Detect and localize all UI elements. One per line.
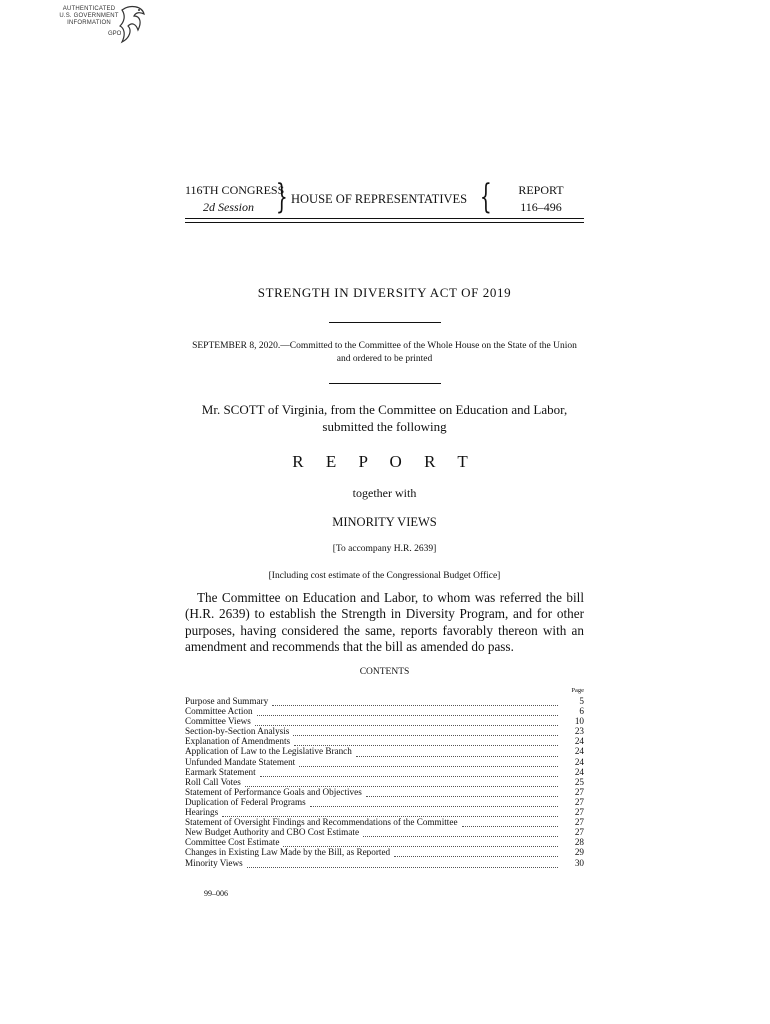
toc-item [185,817,584,827]
submitter-name: SCOTT [223,402,265,417]
toc-leader [293,729,558,736]
toc-item [185,767,584,777]
cost-estimate-note: [Including cost estimate of the Congressional Budget Office] [268,571,501,581]
toc-item-page: 27 [574,786,584,797]
toc-item-page: 27 [574,796,584,807]
toc-item-title: Changes in Existing Law Made by the Bill, as Reported [185,847,391,858]
toc-item-page: 6 [579,706,584,717]
gpo-authentication-seal [52,4,148,44]
toc-item [185,858,584,868]
left-brace: } [275,177,288,217]
toc-item-page: 5 [579,696,584,706]
submitted-text: of Virginia, from the Committee on Education and Labor, submitted the following [264,402,568,434]
toc-item-title: Application of Law to the Legislative Branch [185,746,352,757]
page-column-label: Page [571,687,584,694]
report-body-paragraph: The Committee on Education and Labor, to whom was referred the bill (H.R. 2639) to establish the Strength in Diversity Program, and for other purposes, having considered the same, reports favorably thereon with an amendment and recommends that the bill as amended do pass. [185,590,584,655]
toc-item-title: Committee Action [185,706,253,717]
congress-number: 116 [185,183,203,197]
toc-leader [356,750,558,757]
seal-text [52,6,126,27]
session-label: 2d Session [203,200,254,214]
toc-item-title: Statement of Oversight Findings and Recommendations of the Committee [185,817,458,828]
report-number-block [511,182,571,216]
toc-item [185,827,584,837]
toc-item-page: 29 [574,847,584,858]
toc-item-page: 24 [574,736,584,747]
toc-item-title: Unfunded Mandate Statement [185,756,296,767]
accompany-note: [To accompany H.R. 2639] [332,544,437,554]
toc-item-title: Section-by-Section Analysis [185,726,290,737]
submitted-statement [185,401,584,435]
toc-leader [310,800,558,807]
seal-gpo-label: GPO [108,31,122,37]
toc-item-title: Committee Views [185,716,251,727]
toc-leader [257,709,558,716]
toc-item-title: Duplication of Federal Programs [185,796,306,807]
toc-item-page: 23 [574,726,584,737]
toc-item-title: Roll Call Votes [185,776,241,787]
toc-item-page: 24 [574,766,584,777]
toc-item-title: Earmark Statement [185,766,256,777]
seal-line: AUTHENTICATED [62,6,116,12]
contents-heading: CONTENTS [359,667,410,677]
toc-leader [294,739,558,746]
toc-leader [462,820,558,827]
toc-leader [394,850,558,857]
together-with: together with [352,486,417,500]
toc-item [185,777,584,787]
toc-item-title: Statement of Performance Goals and Objectives [185,786,362,797]
toc-item [185,706,584,716]
report-number: 116–496 [520,200,562,214]
toc-item [185,726,584,736]
toc-leader [222,810,558,817]
toc-item-page: 27 [574,807,584,818]
toc-item-title: Purpose and Summary [185,696,269,706]
toc-leader [366,790,558,797]
toc-item-page: 28 [574,837,584,848]
report-heading: R E P O R T [292,452,477,471]
divider-rule [329,322,441,323]
toc-leader [283,840,558,847]
toc-item [185,837,584,847]
committed-text: —Committed to the Committee of the Whole House on the State of the Union and ordered to be printed [280,341,577,364]
toc-item-page: 27 [574,817,584,828]
bill-title: STRENGTH IN DIVERSITY ACT OF 2019 [257,285,512,300]
submitted-prefix: Mr. [201,402,224,417]
toc-item [185,716,584,726]
toc-item [185,757,584,767]
toc-item-title: New Budget Authority and CBO Cost Estimate [185,827,360,838]
toc-leader [255,719,558,726]
toc-item-page: 27 [574,827,584,838]
header-double-rule [185,218,584,223]
toc-item [185,807,584,817]
toc-item [185,797,584,807]
seal-line: U.S. GOVERNMENT [59,13,119,19]
toc-item-title: Explanation of Amendments [185,736,291,747]
chamber-name: HOUSE OF REPRESENTATIVES [291,192,468,206]
report-caption [185,177,584,218]
toc-item-page: 24 [574,756,584,767]
minority-views-heading: MINORITY VIEWS [332,515,437,529]
congress-session [185,182,284,216]
toc-item [185,696,584,706]
seal-line: INFORMATION [67,20,111,26]
toc-leader [247,861,558,868]
report-label: REPORT [518,183,564,197]
job-number: 99–006 [204,889,228,898]
toc-item-page: 24 [574,746,584,757]
toc-item-title: Hearings [185,807,219,818]
toc-leader [260,770,558,777]
committed-date: SEPTEMBER 8, 2020. [192,341,281,351]
eagle-icon [118,4,146,44]
toc-item [185,746,584,756]
toc-item-page: 10 [574,716,584,727]
toc-item [185,847,584,857]
toc-leader [245,780,558,787]
committed-statement [185,340,584,366]
toc-leader [272,699,558,706]
toc-item-title: Minority Views [185,857,243,868]
toc-item-page: 25 [574,776,584,787]
toc-item-title: Committee Cost Estimate [185,837,280,848]
table-of-contents [185,696,584,868]
toc-item [185,736,584,746]
toc-item [185,787,584,797]
toc-leader [299,760,558,767]
divider-rule [329,383,441,384]
toc-item-page: 30 [574,857,584,868]
right-brace: { [479,177,492,217]
congress-label: TH CONGRESS [202,183,285,197]
toc-leader [363,830,558,837]
